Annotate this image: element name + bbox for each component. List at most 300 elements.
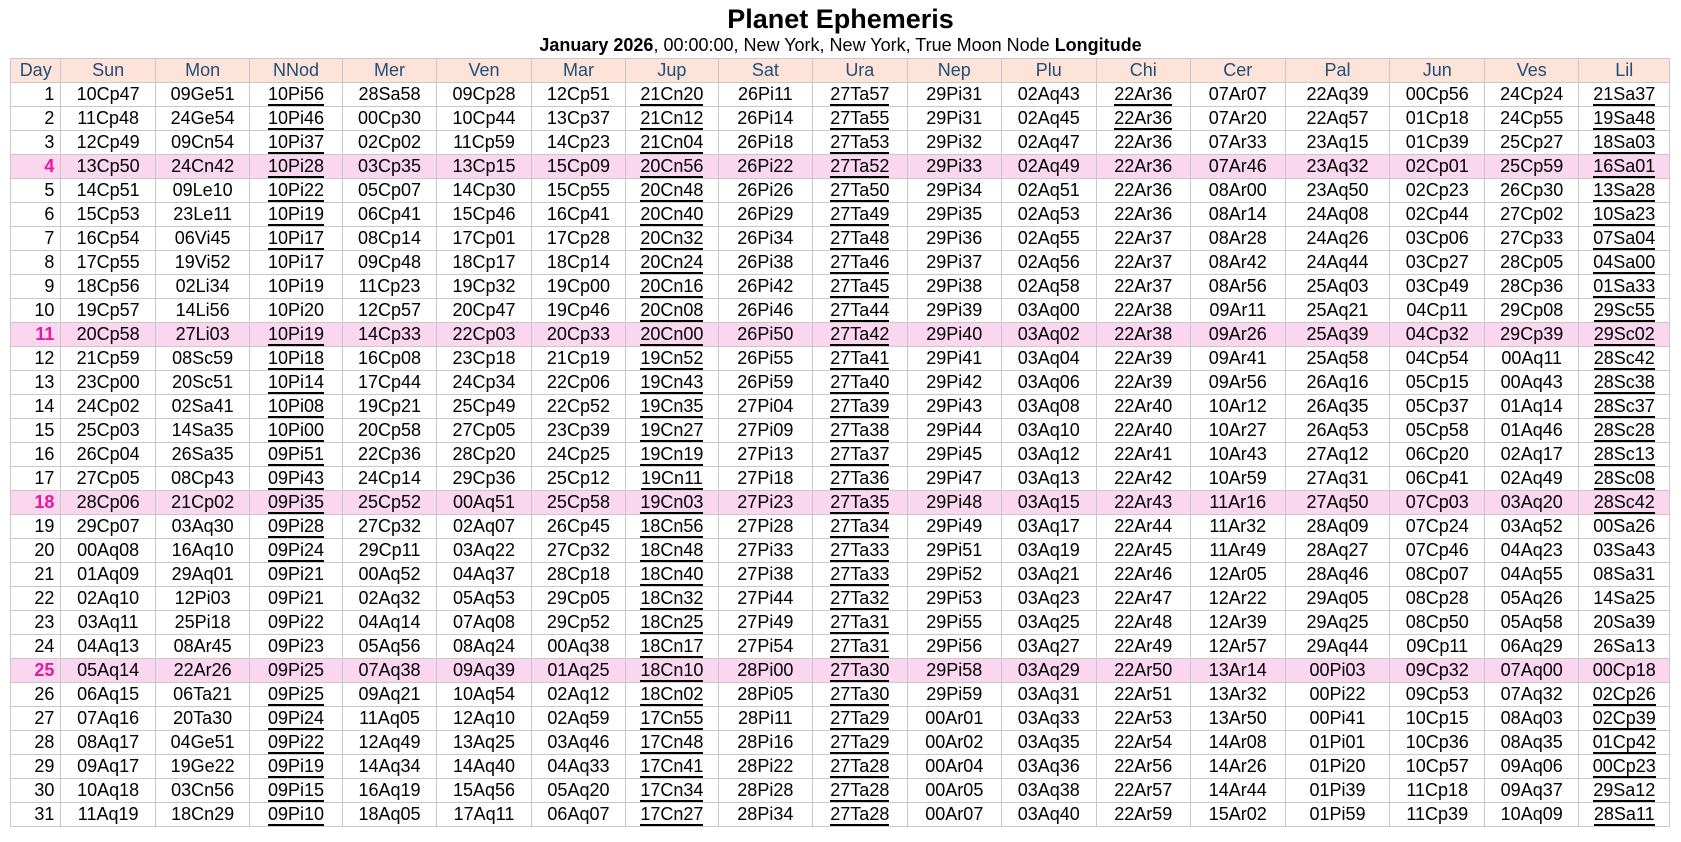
table-row <box>11 587 1670 611</box>
cell-nep: 29Pi36 <box>907 227 1001 251</box>
cell-nnod: 10Pi20 <box>250 299 342 323</box>
cell-mar: 05Aq20 <box>531 779 625 803</box>
cell-nnod: 09Pi23 <box>250 635 342 659</box>
cell-jun: 07Cp46 <box>1390 539 1484 563</box>
cell-jup <box>626 179 718 203</box>
table-row <box>11 491 1670 515</box>
cell-lil <box>1579 491 1670 515</box>
cell-nep: 29Pi47 <box>907 467 1001 491</box>
cell-value: 28Sc42 <box>1593 348 1655 368</box>
cell-mar: 26Cp45 <box>531 515 625 539</box>
cell-jun: 10Cp15 <box>1390 707 1484 731</box>
cell-chi: 22Ar50 <box>1096 659 1190 683</box>
cell-sun: 13Cp50 <box>61 155 155 179</box>
cell-mer: 00Cp30 <box>342 107 436 131</box>
cell-value: 27Ta45 <box>830 276 890 296</box>
cell-mer: 11Cp23 <box>342 275 436 299</box>
cell-ves: 02Aq49 <box>1484 467 1578 491</box>
cell-value: 09Pi15 <box>268 780 325 800</box>
cell-chi: 22Ar47 <box>1096 587 1190 611</box>
cell-value: 18Cn17 <box>640 636 704 656</box>
day-cell: 26 <box>11 683 61 707</box>
cell-sun: 16Cp54 <box>61 227 155 251</box>
cell-ves: 27Cp02 <box>1484 203 1578 227</box>
cell-mon: 27Li03 <box>155 323 249 347</box>
cell-chi: 22Ar53 <box>1096 707 1190 731</box>
cell-ves: 09Aq37 <box>1484 779 1578 803</box>
cell-jup <box>626 587 718 611</box>
cell-chi: 22Ar51 <box>1096 683 1190 707</box>
cell-plu: 03Aq04 <box>1002 347 1096 371</box>
cell-value: 09Pi24 <box>268 708 325 728</box>
cell-ves: 00Aq43 <box>1484 371 1578 395</box>
cell-mer: 07Aq38 <box>342 659 436 683</box>
cell-sat: 26Pi29 <box>718 203 812 227</box>
cell-mer: 09Cp48 <box>342 251 436 275</box>
cell-value: 27Ta29 <box>830 732 890 752</box>
table-row <box>11 659 1670 683</box>
cell-mer: 12Aq49 <box>342 731 436 755</box>
cell-value: 28Sc42 <box>1593 492 1655 512</box>
cell-jup <box>626 395 718 419</box>
cell-mar: 27Cp32 <box>531 539 625 563</box>
cell-jup <box>626 683 718 707</box>
cell-nnod <box>250 347 342 371</box>
cell-pal: 00Pi41 <box>1285 707 1390 731</box>
cell-ura <box>813 659 907 683</box>
cell-sat: 27Pi09 <box>718 419 812 443</box>
cell-plu: 02Aq47 <box>1002 131 1096 155</box>
cell-lil: 00Sa26 <box>1579 515 1670 539</box>
cell-mer: 05Cp07 <box>342 179 436 203</box>
cell-nep: 29Pi37 <box>907 251 1001 275</box>
cell-cer: 07Ar33 <box>1191 131 1285 155</box>
subtitle-month: January <box>539 35 609 55</box>
cell-nep: 29Pi48 <box>907 491 1001 515</box>
table-row <box>11 179 1670 203</box>
cell-nnod <box>250 491 342 515</box>
cell-mon: 24Ge54 <box>155 107 249 131</box>
cell-sun: 04Aq13 <box>61 635 155 659</box>
cell-value: 01Sa33 <box>1593 276 1656 296</box>
cell-nnod <box>250 539 342 563</box>
cell-plu: 02Aq56 <box>1002 251 1096 275</box>
day-cell: 31 <box>11 803 61 827</box>
cell-value: 27Ta46 <box>830 252 890 272</box>
cell-mer: 11Aq05 <box>342 707 436 731</box>
cell-sun: 21Cp59 <box>61 347 155 371</box>
cell-lil <box>1579 227 1670 251</box>
cell-value: 27Ta32 <box>830 588 890 608</box>
cell-mer: 04Aq14 <box>342 611 436 635</box>
cell-mar: 02Aq59 <box>531 707 625 731</box>
cell-pal: 28Aq46 <box>1285 563 1390 587</box>
cell-value: 28Sc13 <box>1593 444 1655 464</box>
cell-ura <box>813 587 907 611</box>
cell-jun: 03Cp06 <box>1390 227 1484 251</box>
day-cell: 18 <box>11 491 61 515</box>
subtitle-year: 2026 <box>613 35 654 55</box>
cell-ura <box>813 131 907 155</box>
cell-value: 09Pi28 <box>268 516 325 536</box>
cell-lil: 20Sa39 <box>1579 611 1670 635</box>
cell-value: 00Cp23 <box>1592 756 1656 776</box>
cell-jun: 05Cp15 <box>1390 371 1484 395</box>
cell-mar: 25Cp12 <box>531 467 625 491</box>
table-row <box>11 539 1670 563</box>
cell-value: 20Cn48 <box>640 180 704 200</box>
cell-value: 17Cn48 <box>640 732 704 752</box>
column-header-sun: Sun <box>61 59 155 83</box>
cell-cer: 11Ar32 <box>1191 515 1285 539</box>
cell-ves: 02Aq17 <box>1484 443 1578 467</box>
cell-mon: 02Sa41 <box>155 395 249 419</box>
cell-jup <box>626 419 718 443</box>
cell-ven: 08Aq24 <box>437 635 531 659</box>
cell-nnod <box>250 515 342 539</box>
day-cell: 30 <box>11 779 61 803</box>
cell-jun: 02Cp23 <box>1390 179 1484 203</box>
column-header-nnod: NNod <box>250 59 342 83</box>
cell-ves: 07Aq00 <box>1484 659 1578 683</box>
cell-nnod <box>250 467 342 491</box>
cell-value: 10Pi18 <box>268 348 325 368</box>
cell-pal: 23Aq15 <box>1285 131 1390 155</box>
cell-mon: 08Ar45 <box>155 635 249 659</box>
column-header-jun: Jun <box>1390 59 1484 83</box>
cell-chi: 22Ar59 <box>1096 803 1190 827</box>
cell-ves: 24Cp24 <box>1484 83 1578 107</box>
cell-jup <box>626 371 718 395</box>
cell-sun: 11Cp48 <box>61 107 155 131</box>
cell-value: 17Cn27 <box>640 804 704 824</box>
cell-lil <box>1579 731 1670 755</box>
cell-nep: 29Pi33 <box>907 155 1001 179</box>
cell-value: 20Cn56 <box>640 156 704 176</box>
cell-mon: 02Li34 <box>155 275 249 299</box>
cell-cer: 10Ar27 <box>1191 419 1285 443</box>
cell-ves: 10Aq09 <box>1484 803 1578 827</box>
day-cell: 28 <box>11 731 61 755</box>
cell-mon: 18Cn29 <box>155 803 249 827</box>
table-row <box>11 203 1670 227</box>
cell-cer: 12Ar57 <box>1191 635 1285 659</box>
cell-nep: 29Pi40 <box>907 323 1001 347</box>
cell-ura <box>813 467 907 491</box>
cell-sat: 27Pi23 <box>718 491 812 515</box>
cell-ves: 05Aq26 <box>1484 587 1578 611</box>
cell-pal: 26Aq16 <box>1285 371 1390 395</box>
cell-mon: 08Cp43 <box>155 467 249 491</box>
cell-value: 18Cn02 <box>640 684 704 704</box>
day-cell: 17 <box>11 467 61 491</box>
cell-sun: 19Cp57 <box>61 299 155 323</box>
cell-mon: 16Aq10 <box>155 539 249 563</box>
column-header-day: Day <box>11 59 61 83</box>
cell-ves: 03Aq52 <box>1484 515 1578 539</box>
cell-mer: 02Aq32 <box>342 587 436 611</box>
cell-nep: 29Pi31 <box>907 83 1001 107</box>
column-header-pal: Pal <box>1285 59 1390 83</box>
cell-value: 09Pi25 <box>268 684 325 704</box>
cell-sat: 26Pi46 <box>718 299 812 323</box>
cell-sat: 26Pi11 <box>718 83 812 107</box>
cell-jup <box>626 131 718 155</box>
cell-ven: 20Cp47 <box>437 299 531 323</box>
cell-plu: 03Aq33 <box>1002 707 1096 731</box>
cell-sat: 27Pi33 <box>718 539 812 563</box>
cell-sun: 05Aq14 <box>61 659 155 683</box>
column-header-mar: Mar <box>531 59 625 83</box>
cell-plu: 02Aq45 <box>1002 107 1096 131</box>
cell-ura <box>813 779 907 803</box>
cell-value: 27Ta49 <box>830 204 890 224</box>
cell-nep: 29Pi35 <box>907 203 1001 227</box>
cell-ves: 27Cp33 <box>1484 227 1578 251</box>
cell-value: 19Cn52 <box>640 348 704 368</box>
cell-value: 17Cn41 <box>640 756 704 776</box>
cell-value: 19Cn27 <box>640 420 704 440</box>
cell-ura <box>813 539 907 563</box>
cell-ura <box>813 203 907 227</box>
cell-lil: 26Sa13 <box>1579 635 1670 659</box>
cell-mon: 08Sc59 <box>155 347 249 371</box>
cell-value: 10Pi00 <box>268 420 325 440</box>
cell-pal: 29Aq25 <box>1285 611 1390 635</box>
cell-chi: 22Ar45 <box>1096 539 1190 563</box>
cell-value: 10Pi37 <box>268 132 325 152</box>
cell-lil <box>1579 467 1670 491</box>
cell-ura <box>813 563 907 587</box>
cell-mon: 20Ta30 <box>155 707 249 731</box>
cell-chi: 22Ar43 <box>1096 491 1190 515</box>
cell-jup <box>626 563 718 587</box>
cell-chi: 22Ar38 <box>1096 299 1190 323</box>
ephemeris-table <box>10 58 1670 827</box>
cell-sat: 28Pi11 <box>718 707 812 731</box>
cell-value: 18Cn40 <box>640 564 704 584</box>
column-header-mon: Mon <box>155 59 249 83</box>
cell-pal: 29Aq44 <box>1285 635 1390 659</box>
cell-ven: 22Cp03 <box>437 323 531 347</box>
cell-jun: 08Cp07 <box>1390 563 1484 587</box>
cell-mon: 06Vi45 <box>155 227 249 251</box>
cell-mar: 23Cp39 <box>531 419 625 443</box>
cell-pal: 25Aq21 <box>1285 299 1390 323</box>
cell-mon: 22Ar26 <box>155 659 249 683</box>
cell-nep: 00Ar05 <box>907 779 1001 803</box>
column-header-jup: Jup <box>626 59 718 83</box>
cell-nnod <box>250 131 342 155</box>
column-header-ven: Ven <box>437 59 531 83</box>
cell-value: 10Pi17 <box>268 228 325 248</box>
cell-plu: 03Aq15 <box>1002 491 1096 515</box>
cell-mon: 25Pi18 <box>155 611 249 635</box>
cell-jup <box>626 467 718 491</box>
cell-lil <box>1579 275 1670 299</box>
cell-pal: 24Aq08 <box>1285 203 1390 227</box>
cell-value: 09Pi35 <box>268 492 325 512</box>
cell-jun: 01Cp18 <box>1390 107 1484 131</box>
table-body <box>11 83 1670 827</box>
table-row <box>11 347 1670 371</box>
cell-pal: 28Aq27 <box>1285 539 1390 563</box>
table-row <box>11 371 1670 395</box>
cell-ura <box>813 803 907 827</box>
cell-plu: 03Aq13 <box>1002 467 1096 491</box>
cell-ven: 24Cp34 <box>437 371 531 395</box>
cell-lil <box>1579 395 1670 419</box>
cell-ura <box>813 515 907 539</box>
cell-ves: 07Aq32 <box>1484 683 1578 707</box>
cell-mon: 12Pi03 <box>155 587 249 611</box>
cell-nep: 00Ar07 <box>907 803 1001 827</box>
table-row <box>11 419 1670 443</box>
day-cell: 4 <box>11 155 61 179</box>
cell-sun: 01Aq09 <box>61 563 155 587</box>
cell-sat: 26Pi26 <box>718 179 812 203</box>
cell-value: 18Cn48 <box>640 540 704 560</box>
cell-jup <box>626 203 718 227</box>
cell-jun: 04Cp32 <box>1390 323 1484 347</box>
cell-ura <box>813 395 907 419</box>
cell-ven: 15Aq56 <box>437 779 531 803</box>
cell-chi: 22Ar36 <box>1096 203 1190 227</box>
cell-sun: 00Aq08 <box>61 539 155 563</box>
cell-value: 10Pi28 <box>268 156 325 176</box>
cell-mon: 04Ge51 <box>155 731 249 755</box>
cell-sat: 26Pi34 <box>718 227 812 251</box>
cell-mon: 03Cn56 <box>155 779 249 803</box>
cell-mon: 29Aq01 <box>155 563 249 587</box>
cell-jun: 01Cp39 <box>1390 131 1484 155</box>
cell-value: 10Pi19 <box>268 324 325 344</box>
cell-jup <box>626 251 718 275</box>
cell-chi: 22Ar37 <box>1096 227 1190 251</box>
cell-chi: 22Ar36 <box>1096 155 1190 179</box>
cell-cer: 09Ar11 <box>1191 299 1285 323</box>
cell-value: 27Ta31 <box>830 636 890 656</box>
cell-jun: 09Cp53 <box>1390 683 1484 707</box>
cell-value: 28Sc37 <box>1593 396 1655 416</box>
cell-value: 07Sa04 <box>1593 228 1656 248</box>
day-cell: 14 <box>11 395 61 419</box>
cell-cer: 07Ar07 <box>1191 83 1285 107</box>
cell-mer: 03Cp35 <box>342 155 436 179</box>
day-cell: 23 <box>11 611 61 635</box>
cell-sun: 29Cp07 <box>61 515 155 539</box>
cell-lil <box>1579 779 1670 803</box>
cell-mon: 26Sa35 <box>155 443 249 467</box>
cell-lil: 03Sa43 <box>1579 539 1670 563</box>
table-row <box>11 299 1670 323</box>
cell-mer: 09Aq21 <box>342 683 436 707</box>
cell-mar: 06Aq07 <box>531 803 625 827</box>
cell-chi: 22Ar42 <box>1096 467 1190 491</box>
cell-lil <box>1579 419 1670 443</box>
cell-value: 27Ta48 <box>830 228 890 248</box>
cell-mon: 09Le10 <box>155 179 249 203</box>
cell-mar: 21Cp19 <box>531 347 625 371</box>
cell-value: 17Cn55 <box>640 708 704 728</box>
day-cell: 19 <box>11 515 61 539</box>
cell-ves: 09Aq06 <box>1484 755 1578 779</box>
cell-nnod: 09Pi25 <box>250 659 342 683</box>
cell-plu: 03Aq38 <box>1002 779 1096 803</box>
cell-value: 19Cn11 <box>641 468 703 488</box>
cell-jup <box>626 659 718 683</box>
cell-value: 27Ta50 <box>830 180 890 200</box>
cell-mer: 17Cp44 <box>342 371 436 395</box>
cell-ves: 25Cp27 <box>1484 131 1578 155</box>
cell-chi: 22Ar49 <box>1096 635 1190 659</box>
cell-jun: 09Cp11 <box>1390 635 1484 659</box>
cell-jun: 10Cp57 <box>1390 755 1484 779</box>
cell-nnod <box>250 323 342 347</box>
page-subtitle <box>0 33 1681 57</box>
cell-nnod: 10Pi19 <box>250 275 342 299</box>
cell-lil <box>1579 371 1670 395</box>
day-cell: 2 <box>11 107 61 131</box>
cell-ura <box>813 371 907 395</box>
cell-mer: 02Cp02 <box>342 131 436 155</box>
day-cell: 5 <box>11 179 61 203</box>
cell-jup <box>626 779 718 803</box>
cell-cer: 13Ar32 <box>1191 683 1285 707</box>
cell-jun: 07Cp24 <box>1390 515 1484 539</box>
cell-ura <box>813 275 907 299</box>
cell-sun: 15Cp53 <box>61 203 155 227</box>
cell-value: 22Ar36 <box>1114 84 1173 104</box>
cell-sat: 27Pi38 <box>718 563 812 587</box>
cell-value: 27Ta30 <box>830 684 890 704</box>
table-row <box>11 707 1670 731</box>
cell-chi: 22Ar48 <box>1096 611 1190 635</box>
cell-jun: 02Cp01 <box>1390 155 1484 179</box>
day-cell: 21 <box>11 563 61 587</box>
cell-nnod <box>250 803 342 827</box>
cell-sun: 03Aq11 <box>61 611 155 635</box>
cell-value: 09Pi22 <box>268 732 325 752</box>
cell-sat: 28Pi28 <box>718 779 812 803</box>
cell-pal: 22Aq57 <box>1285 107 1390 131</box>
cell-jup <box>626 227 718 251</box>
cell-cer: 08Ar42 <box>1191 251 1285 275</box>
cell-mon: 24Cn42 <box>155 155 249 179</box>
cell-jup <box>626 83 718 107</box>
cell-pal: 26Aq53 <box>1285 419 1390 443</box>
cell-value: 27Ta53 <box>830 132 890 152</box>
cell-chi: 22Ar46 <box>1096 563 1190 587</box>
cell-chi: 22Ar40 <box>1096 395 1190 419</box>
cell-mer: 12Cp57 <box>342 299 436 323</box>
column-header-cer: Cer <box>1191 59 1285 83</box>
cell-ven: 14Aq40 <box>437 755 531 779</box>
cell-value: 21Cn04 <box>640 132 704 152</box>
day-cell: 10 <box>11 299 61 323</box>
cell-plu: 02Aq53 <box>1002 203 1096 227</box>
cell-value: 04Sa00 <box>1593 252 1656 272</box>
cell-sat: 27Pi13 <box>718 443 812 467</box>
cell-value: 28Sc08 <box>1593 468 1655 488</box>
table-row <box>11 227 1670 251</box>
column-header-nep: Nep <box>907 59 1001 83</box>
cell-plu: 03Aq12 <box>1002 443 1096 467</box>
cell-mer: 14Cp33 <box>342 323 436 347</box>
cell-lil <box>1579 299 1670 323</box>
cell-ves: 04Aq55 <box>1484 563 1578 587</box>
cell-mar: 16Cp41 <box>531 203 625 227</box>
